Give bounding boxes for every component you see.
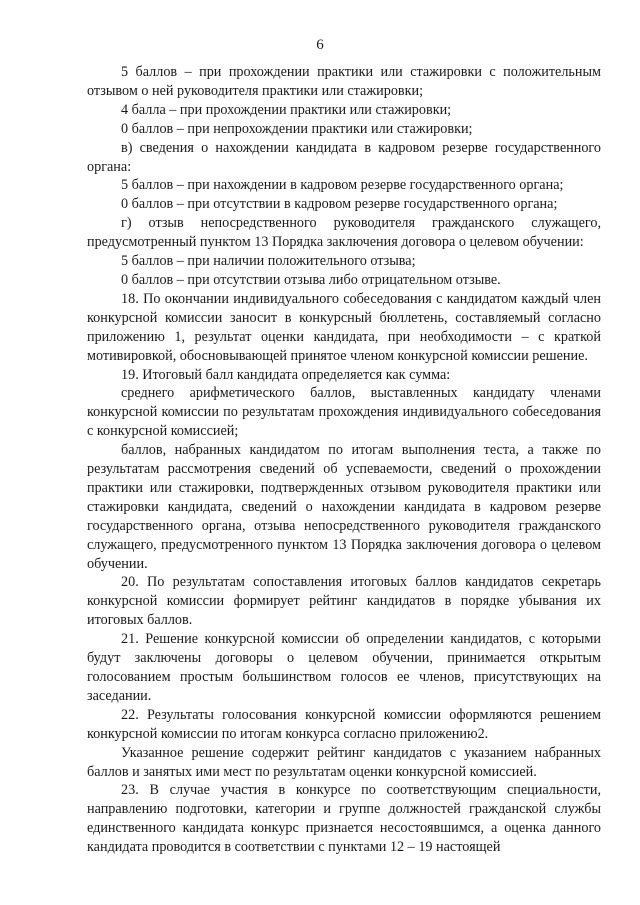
paragraph: 22. Результаты голосования конкурсной комиссии оформляются решением конкурсной комиссии по итогам конкурса согласно приложению2. <box>87 706 601 742</box>
paragraph: г) отзыв непосредственного руководителя гражданского служащего, предусмотренный пунктом 13 Порядка заключения договора о целевом обучении: <box>87 215 601 251</box>
paragraph: 5 баллов – при нахождении в кадровом резерве государственного органа; <box>121 177 564 194</box>
paragraph: 5 баллов – при прохождении практики или стажировки с положительным отзывом о ней руководителя практики или стажировки; <box>87 64 601 99</box>
document-body <box>87 63 601 857</box>
paragraph: 0 баллов – при отсутствии отзыва либо отрицательном отзыве. <box>121 271 501 288</box>
paragraph: 19. Итоговый балл кандидата определяется как сумма: <box>121 366 451 383</box>
paragraph: 20. По результатам сопоставления итоговых баллов кандидатов секретарь конкурсной комиссии формирует рейтинг кандидатов в порядке убывания их итоговых баллов. <box>87 574 601 629</box>
paragraph: 18. По окончании индивидуального собеседования с кандидатом каждый член конкурсной комиссии заносит в конкурсный бюллетень, составляемый согласно приложению 1, результат оценки кандидата, при необходимости – с краткой мотивировкой, обосновывающей принятое членом конкурсной комиссии решение. <box>87 290 601 364</box>
paragraph: Указанное решение содержит рейтинг кандидатов с указанием набранных баллов и занятых ими мест по результатам оценки конкурсной комиссией. <box>87 744 601 780</box>
paragraph: 0 баллов – при непрохождении практики или стажировки; <box>121 120 473 137</box>
paragraph: среднего арифметического баллов, выставленных кандидату членами конкурсной комиссии по результатам прохождения индивидуального собеседования с конкурсной комиссией; <box>87 385 601 440</box>
paragraph: баллов, набранных кандидатом по итогам выполнения теста, а также по результатам рассмотрения сведений об успеваемости, сведений о прохождении практики или стажировки, подтвержденных отзывом руководителя практики или стажировки кандидата, сведений о нахождении кандидата в кадровом резерве государственного органа, отзыва непосредственного руководителя гражданского служащего, предусмотренного пунктом 13 Порядка заключения договора о целевом обучении. <box>87 442 601 572</box>
paragraph: в) сведения о нахождении кандидата в кадровом резерве государственного органа: <box>87 139 601 175</box>
paragraph: 21. Решение конкурсной комиссии об определении кандидатов, с которыми будут заключены договоры о целевом обучении, принимается открытым голосованием простым большинством голосов ее членов, присутствующих на заседании. <box>87 631 601 704</box>
page-number: 6 <box>316 37 324 53</box>
paragraph: 23. В случае участия в конкурсе по соответствующим специальности, направлению подготовки, категории и группе должностей гражданской службы единственного кандидата конкурс признается несостоявшимся, а оценка данного кандидата проводится в соответствии с пунктами 12 – 19 настоящей <box>87 782 601 856</box>
paragraph: 5 баллов – при наличии положительного отзыва; <box>121 253 416 270</box>
paragraph: 4 балла – при прохождении практики или стажировки; <box>121 101 452 118</box>
paragraph: 0 баллов – при отсутствии в кадровом резерве государственного органа; <box>121 196 558 213</box>
